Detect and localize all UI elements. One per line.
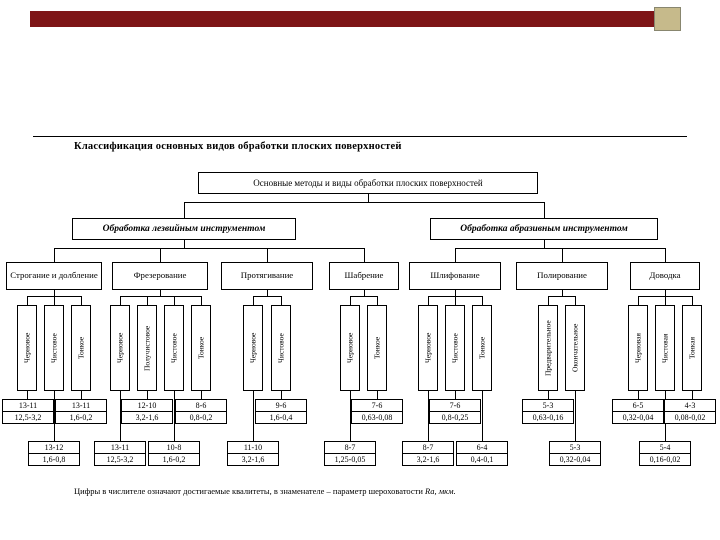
subtype-box xyxy=(271,305,291,391)
subtype-label: Черновое xyxy=(115,332,125,364)
subtype-label: Тонкая xyxy=(687,336,697,360)
connector-line xyxy=(638,296,639,305)
connector-line xyxy=(54,248,365,249)
grade-box xyxy=(28,441,80,466)
method-box: Шлифование xyxy=(409,262,501,290)
subtype-label: Тонкое xyxy=(196,336,206,360)
connector-line xyxy=(27,391,28,399)
roughness-value: 1,6-0,8 xyxy=(42,455,66,464)
connector-line xyxy=(350,296,351,305)
subtype-label: Окончательное xyxy=(570,323,580,373)
subtype-box xyxy=(243,305,263,391)
root-box: Основные методы и виды обработки плоских поверхностей xyxy=(198,172,538,194)
subtype-label: Чистовое xyxy=(49,333,59,363)
subtype-label: Черновое xyxy=(345,332,355,364)
subtype-box xyxy=(418,305,438,391)
subtype-box xyxy=(682,305,702,391)
connector-line xyxy=(575,296,576,305)
roughness-value: 3,2-1,6 xyxy=(135,413,159,422)
connector-line xyxy=(184,240,185,248)
grade-value: 6-5 xyxy=(613,400,663,412)
grade-box xyxy=(429,399,481,424)
grade-value: 4-3 xyxy=(665,400,715,412)
grade-value: 8-6 xyxy=(176,400,226,412)
grade-box xyxy=(612,399,664,424)
branch-box-abrasive-tools: Обработка абразивным инструментом xyxy=(430,218,658,240)
method-box: Доводка xyxy=(630,262,700,290)
grade-box xyxy=(664,399,716,424)
grade-value: 5-3 xyxy=(523,400,573,412)
footnote xyxy=(74,486,456,496)
subtype-label: Тонкое xyxy=(372,336,382,360)
grade-value: 9-6 xyxy=(256,400,306,412)
grade-box xyxy=(402,441,454,466)
grade-box xyxy=(55,399,107,424)
subtype-label: Тонкое xyxy=(477,336,487,360)
connector-line xyxy=(253,296,281,297)
roughness-value: 0,63-0,08 xyxy=(361,413,393,422)
subtype-box xyxy=(137,305,157,391)
grade-box xyxy=(227,441,279,466)
connector-line xyxy=(350,296,377,297)
connector-line xyxy=(54,248,55,262)
footnote-ra-label: Ra, мкм. xyxy=(425,486,456,496)
grade-value: 13-11 xyxy=(95,442,145,454)
subtype-label: Черновое xyxy=(22,332,32,364)
grade-box xyxy=(255,399,307,424)
connector-line xyxy=(281,296,282,305)
subtype-box xyxy=(367,305,387,391)
roughness-value: 3,2-1,6 xyxy=(416,455,440,464)
connector-line xyxy=(482,391,483,441)
grade-value: 6-4 xyxy=(457,442,507,454)
subtype-box xyxy=(340,305,360,391)
connector-line xyxy=(692,296,693,305)
subtype-box xyxy=(191,305,211,391)
subtype-box xyxy=(164,305,184,391)
grade-value: 13-11 xyxy=(3,400,53,412)
grade-box xyxy=(94,441,146,466)
connector-line xyxy=(428,296,429,305)
method-box: Полирование xyxy=(516,262,608,290)
connector-line xyxy=(201,296,202,305)
grade-value: 12-10 xyxy=(122,400,172,412)
grade-box xyxy=(351,399,403,424)
connector-line xyxy=(455,248,666,249)
subtype-box xyxy=(44,305,64,391)
connector-line xyxy=(267,248,268,262)
grade-value: 7-6 xyxy=(430,400,480,412)
grade-box xyxy=(121,399,173,424)
connector-line xyxy=(27,296,28,305)
roughness-value: 0,32-0,04 xyxy=(622,413,654,422)
connector-line xyxy=(377,296,378,305)
connector-line xyxy=(174,296,175,305)
subtype-box xyxy=(110,305,130,391)
connector-line xyxy=(562,248,563,262)
grade-value: 5-3 xyxy=(550,442,600,454)
subtype-label: Черновая xyxy=(633,333,643,363)
grade-box xyxy=(175,399,227,424)
connector-line xyxy=(575,391,576,441)
roughness-value: 0,08-0,02 xyxy=(674,413,706,422)
subtype-box xyxy=(445,305,465,391)
grade-box xyxy=(148,441,200,466)
subtype-label: Чистовое xyxy=(276,333,286,363)
connector-line xyxy=(81,391,82,399)
subtype-label: Чистовая xyxy=(660,333,670,363)
subtype-label: Чистовое xyxy=(169,333,179,363)
grade-value: 5-4 xyxy=(640,442,690,454)
connector-line xyxy=(201,391,202,399)
roughness-value: 0,4-0,1 xyxy=(470,455,494,464)
connector-line xyxy=(184,202,545,203)
roughness-value: 0,32-0,04 xyxy=(559,455,591,464)
connector-line xyxy=(638,391,639,399)
subtype-label: Черновое xyxy=(248,332,258,364)
subtype-box xyxy=(565,305,585,391)
connector-line xyxy=(548,296,575,297)
grade-box xyxy=(324,441,376,466)
connector-line xyxy=(364,248,365,262)
roughness-value: 12,5-3,2 xyxy=(14,413,42,422)
connector-line xyxy=(455,296,456,305)
connector-line xyxy=(147,296,148,305)
grade-box xyxy=(522,399,574,424)
subtype-box xyxy=(472,305,492,391)
connector-line xyxy=(548,391,549,399)
subtype-label: Предварительное xyxy=(543,320,553,376)
connector-line xyxy=(377,391,378,399)
subtype-label: Получистовое xyxy=(142,325,152,371)
grade-value: 13-12 xyxy=(29,442,79,454)
method-box: Строгание и долбление xyxy=(6,262,102,290)
grade-box xyxy=(2,399,54,424)
grade-value: 7-6 xyxy=(352,400,402,412)
roughness-value: 1,6-0,2 xyxy=(162,455,186,464)
connector-line xyxy=(253,296,254,305)
subtype-box xyxy=(71,305,91,391)
roughness-value: 1,6-0,4 xyxy=(269,413,293,422)
grade-box xyxy=(639,441,691,466)
roughness-value: 0,16-0,02 xyxy=(649,455,681,464)
roughness-value: 12,5-3,2 xyxy=(106,455,134,464)
subtype-label: Тонкое xyxy=(76,336,86,360)
connector-line xyxy=(544,240,545,248)
roughness-value: 0,63-0,16 xyxy=(532,413,564,422)
connector-line xyxy=(184,203,185,218)
grade-value: 11-10 xyxy=(228,442,278,454)
subtype-box xyxy=(17,305,37,391)
branch-box-blade-tools: Обработка лезвийным инструментом xyxy=(72,218,296,240)
subtype-box xyxy=(628,305,648,391)
roughness-value: 1,25-0,05 xyxy=(334,455,366,464)
method-box: Шабрение xyxy=(329,262,399,290)
grade-value: 10-8 xyxy=(149,442,199,454)
connector-line xyxy=(368,194,369,202)
method-box: Фрезерование xyxy=(112,262,208,290)
roughness-value: 0,8-0,2 xyxy=(189,413,213,422)
connector-line xyxy=(120,296,121,305)
connector-line xyxy=(147,391,148,399)
connector-line xyxy=(120,296,201,297)
connector-line xyxy=(665,248,666,262)
connector-line xyxy=(54,296,55,305)
connector-line xyxy=(455,248,456,262)
roughness-value: 0,8-0,25 xyxy=(441,413,469,422)
connector-line xyxy=(692,391,693,399)
grade-box xyxy=(456,441,508,466)
roughness-value: 1,6-0,2 xyxy=(69,413,93,422)
connector-line xyxy=(160,248,161,262)
grade-value: 13-11 xyxy=(56,400,106,412)
grade-value: 8-7 xyxy=(403,442,453,454)
subtype-box xyxy=(655,305,675,391)
subtype-label: Черновое xyxy=(423,332,433,364)
connector-line xyxy=(544,203,545,218)
page-title: Классификация основных видов обработки плоских поверхностей xyxy=(74,141,402,152)
connector-line xyxy=(665,296,666,305)
grade-box xyxy=(549,441,601,466)
grade-value: 8-7 xyxy=(325,442,375,454)
connector-line xyxy=(482,296,483,305)
connector-line xyxy=(455,391,456,399)
connector-line xyxy=(281,391,282,399)
subtype-box xyxy=(538,305,558,391)
method-box: Протягивание xyxy=(221,262,313,290)
connector-line xyxy=(253,391,254,441)
roughness-value: 3,2-1,6 xyxy=(241,455,265,464)
footnote-text: Цифры в числителе означают достигаемые квалитеты, в знаменателе – параметр шероховатости xyxy=(74,486,426,496)
connector-line xyxy=(548,296,549,305)
connector-line xyxy=(81,296,82,305)
subtype-label: Чистовое xyxy=(450,333,460,363)
